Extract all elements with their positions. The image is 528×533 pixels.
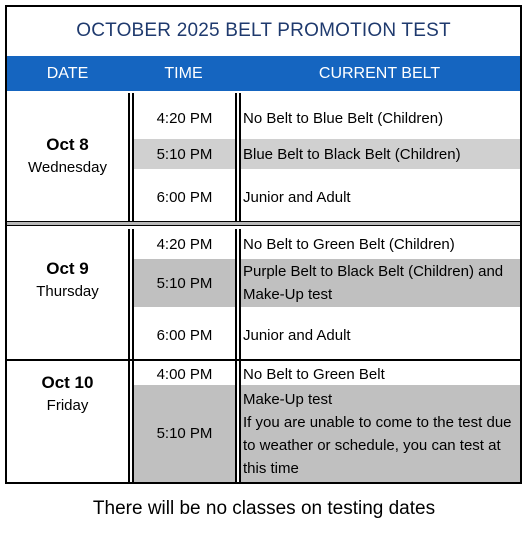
table-title: OCTOBER 2025 BELT PROMOTION TEST [76,19,451,41]
time-cell: 5:10 PM [134,259,235,307]
belt-cell: Purple Belt to Black Belt (Children) and Make-Up test [241,259,520,307]
date-group-oct-8 [7,93,520,223]
schedule-table [5,5,522,484]
time-cell: 4:20 PM [156,235,213,253]
group-separator [7,221,520,226]
belt-cell: Blue Belt to Black Belt (Children) [241,139,520,169]
date-cell [7,373,128,414]
time-cell: 4:00 PM [156,365,213,383]
weekday-label: Wednesday [28,159,107,176]
belt-cell: No Belt to Green Belt [243,365,385,383]
weekday-label: Friday [46,397,89,414]
date-label: Oct 8 [46,135,89,154]
table-row [134,179,520,215]
time-cell: 6:00 PM [156,326,213,344]
table-row [134,363,520,385]
time-cell: 4:20 PM [156,109,213,127]
date-label: Oct 10 [41,373,94,392]
column-header-current-belt: CURRENT BELT [318,65,441,82]
column-header-time: TIME [164,65,203,82]
belt-cell: Make-Up test If you are unable to come to the test due to weather or schedule, you can test at this time [241,385,520,482]
date-group-oct-10 [7,359,520,482]
table-header [7,56,520,91]
table-row [134,385,520,482]
belt-cell: No Belt to Blue Belt (Children) [243,109,444,127]
belt-cell: Junior and Adult [243,188,351,206]
date-group-oct-9 [7,229,520,359]
date-label: Oct 9 [46,259,89,278]
column-header-date: DATE [46,65,89,82]
table-row [134,231,520,257]
belt-cell: No Belt to Green Belt (Children) [243,235,455,253]
table-row [134,100,520,136]
belt-cell: Junior and Adult [243,326,351,344]
time-cell: 6:00 PM [156,188,213,206]
footer-note: There will be no classes on testing dates [92,498,436,519]
time-cell: 5:10 PM [134,139,235,169]
date-cell [7,259,128,300]
time-cell: 5:10 PM [134,385,235,482]
weekday-label: Thursday [36,283,99,300]
table-row [134,139,520,169]
table-row [134,259,520,307]
table-row [134,317,520,353]
date-cell [7,135,128,176]
